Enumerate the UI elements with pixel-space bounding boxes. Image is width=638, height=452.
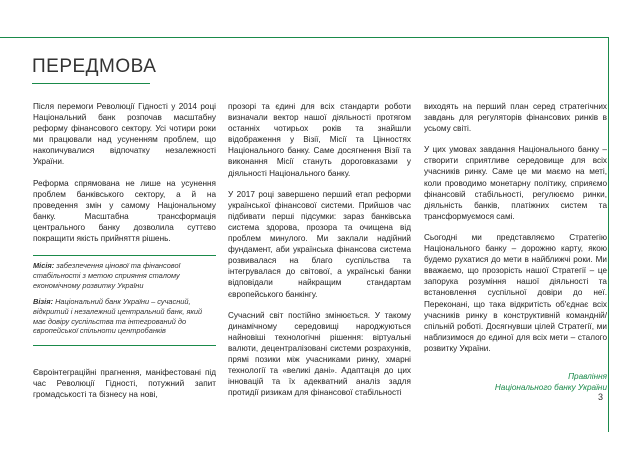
- paragraph: прозорі та єдині для всіх стандарти роботи визначали вектор нашої діяльності протягом останніх чотирьох років та знайшли відображення у Візії, Місії та Цінностях Національного банку. Саме досягнення Візії та виконання Місії стануть дороговказами у діяльності Національного банку.: [228, 102, 411, 178]
- page-number: 3: [598, 392, 604, 402]
- paragraph: Реформа спрямована не лише на усунення проблем банківського сектору, а й на проведення змін у самому Національному банку. Масштабна трансформація центрального банку дозволила суттєво покращити якість прийняття рішень.: [33, 178, 216, 244]
- paragraph: Після перемоги Революції Гідності у 2014 році Національний банк розпочав масштабну реформу фінансового сектору. Усі чотири роки ми працювали над усуненням проблем, що накопичувалися відпочатку незалежності України.: [33, 102, 216, 167]
- vision-label: Візія:: [33, 296, 54, 306]
- title-underline: [32, 83, 150, 84]
- header-rule: [0, 37, 608, 38]
- signature-line-2: Національного банку України: [494, 383, 607, 393]
- text-column-1: [33, 101, 216, 254]
- paragraph: У цих умовах завдання Національного банку – створити сприятливе середовище для всіх учасників ринку. Саме це ми маємо на меті, коли проводимо монетарну політику, сприяємо фінансовій стабільності, регулюємо ринки, діяльність банків, платіжних систем та трансформуємося самі.: [424, 145, 607, 221]
- page-title: ПЕРЕДМОВА: [32, 56, 157, 77]
- paragraph: виходять на перший план серед стратегічних завдань для регуляторів фінансових ринків в усьому світі.: [424, 102, 607, 134]
- paragraph: Євроінтеграційні прагнення, маніфестовані під час Революції Гідності, потужний запит громадськості та бізнесу на нові,: [33, 368, 216, 400]
- mission-statement: [33, 261, 216, 291]
- signature-line-1: Правління: [568, 372, 607, 381]
- text-column-2: [228, 101, 411, 408]
- mission-vision-box: [33, 255, 216, 346]
- mission-text: забезпечення цінової та фінансової стабільності з метою сприяння сталому економічному розвитку України: [33, 261, 181, 290]
- paragraph: Сучасний світ постійно змінюється. У такому динамічному середовищі народжуються найновіші технологічні рішення: віртуальні валюти, децентралізовані системи розрахунків, прямі позики між учасниками ринку, хмарні технології та «великі дані». Адаптація до цих інновацій та їх адекватний аналіз задля протидії ризикам для фінансової стабільності: [228, 310, 411, 398]
- mission-label: Місія:: [33, 261, 55, 270]
- paragraph: Сьогодні ми представляємо Стратегію Національного банку – дорожню карту, якою будемо рухатися до мети в найближчі роки. Ми вважаємо, що прозорість нашої Стратегії – це запорука розуміння нашої діяльності та встановлення суспільної довіри до неї. Переконані, що така відкритість об'єднає всіх учасників ринку в конструктивній командній/спільній роботі. Досягнувши цілей Стратегії, ми наблизимося до єдиної для всіх мети – сталого розвитку України.: [424, 232, 607, 353]
- paragraph: У 2017 році завершено перший етап реформи української фінансової системи. Прийшов час підбивати перші підсумки: зараз банківська система здорова, прозора та очищена від проблем минулого. Ми заклали надійний фундамент, аби українська фінансова система розвивалася на благо суспільства та інтегрувалася до світової, а українські банки відповідали найкращим стандартам європейського банкінгу.: [228, 189, 411, 299]
- signature: [424, 371, 607, 393]
- vision-statement: [33, 297, 216, 337]
- text-column-3: [424, 101, 607, 364]
- vision-text: Національний банк України – сучасний, відкритий і незалежний центральний банк, який має довіру суспільства та інтегрований до європейської спільноти центробанків: [33, 296, 203, 336]
- right-margin-rule: [608, 37, 609, 432]
